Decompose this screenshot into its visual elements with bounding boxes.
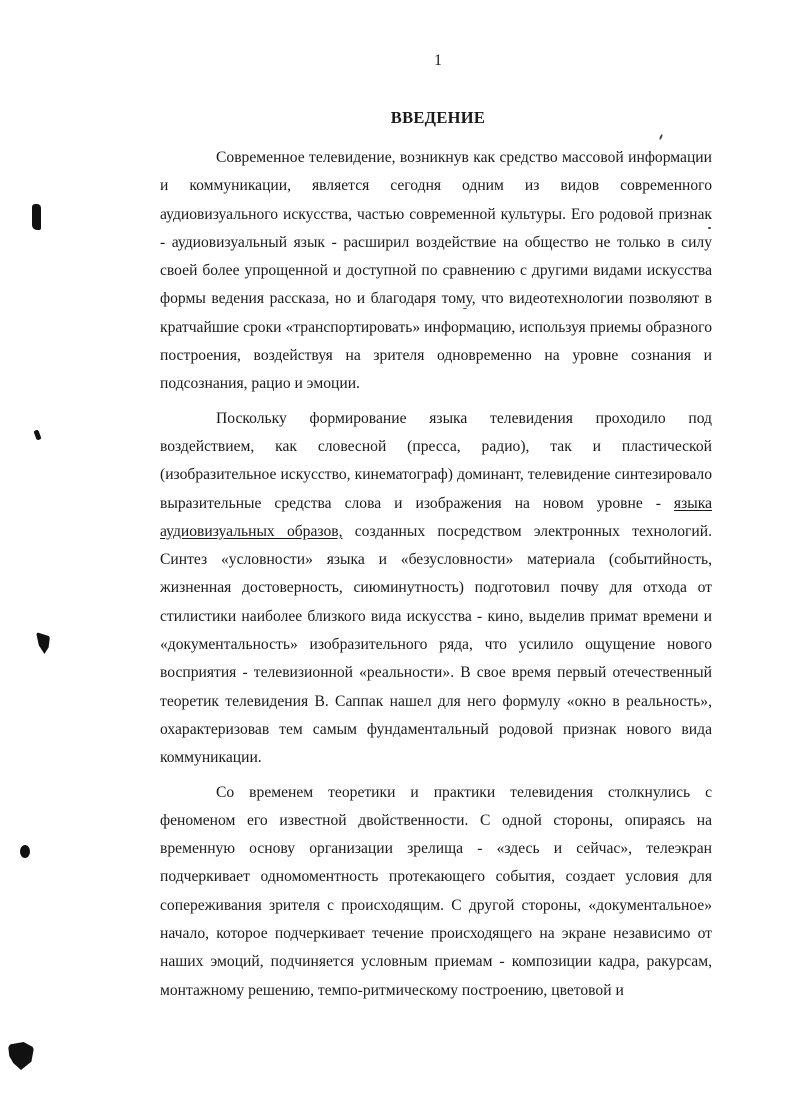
section-heading: ВВЕДЕНИЕ xyxy=(390,108,486,127)
paragraph-2 xyxy=(160,405,712,773)
scan-speck xyxy=(463,308,467,309)
paragraph-2-text-after: созданных посредством электронных технологий. Синтез «условности» языка и «безусловности» материала (событийность, жизненная достоверность, сиюминутность) подготовил почву для отхода от стилистики наиболее близкого вида искусства - кино, выделив примат времени и «документальность» изобразительного ряда, что усилило ощущение нового восприятия - телевизионной «реальности». В свое время первый отечественный теоретик телевидения В. Саппак нашел для него формулу «окно в реальность», охарактеризовав тем самым фундаментальный родовой признак нового вида коммуникации. xyxy=(160,522,712,767)
page-number: 1 xyxy=(434,52,442,69)
paragraph-1: Современное телевидение, возникнув как средство массовой информации и коммуникации, является сегодня одним из видов современного аудиовизуального искусства, частью современной культуры. Его родовой признак - аудиовизуальный язык - расширил воздействие на общество не только в силу своей более упрощенной и доступной по сравнению с другими видами искусства формы ведения рассказа, но и благодаря тому, что видеотехнологии позволяют в кратчайшие сроки «транспортировать» информацию, используя приемы образного построения, воздействуя на зрителя одновременно на уровне сознания и подсознания, рацио и эмоции. xyxy=(160,149,712,393)
underlined-phrase: языка аудиовизуальных образов, xyxy=(160,494,712,540)
scan-mark xyxy=(32,204,41,230)
scan-speck xyxy=(708,227,711,229)
scan-speck xyxy=(659,134,663,140)
scan-mark xyxy=(20,845,30,858)
paragraph-2-text-before: Поскольку формирование языка телевидения проходило под воздействием, как словесной (пресса, радио), так и пластической (изобразительное искусство, кинематограф) доминант, телевидение синтезировало выразительные средства слова и изображения на новом уровне - xyxy=(160,409,712,512)
scan-mark xyxy=(8,1042,34,1070)
scan-mark xyxy=(36,632,50,654)
paragraph-3: Со временем теоретики и практики телевидения столкнулись с феноменом его известной двойственности. С одной стороны, опираясь на временную основу организации зрелища - «здесь и сейчас», телеэкран подчеркивает одномоментность протекающего события, создает условия для сопереживания зрителя с происходящим. С другой стороны, «документальное» начало, которое подчеркивает течение происходящего на экране независимо от наших эмоций, подчиняется условным приемам - композиции кадра, ракурсам, монтажному решению, темпо-ритмическому построению, цветовой и xyxy=(160,783,712,999)
body-text xyxy=(160,144,712,1005)
scan-mark xyxy=(33,429,41,440)
